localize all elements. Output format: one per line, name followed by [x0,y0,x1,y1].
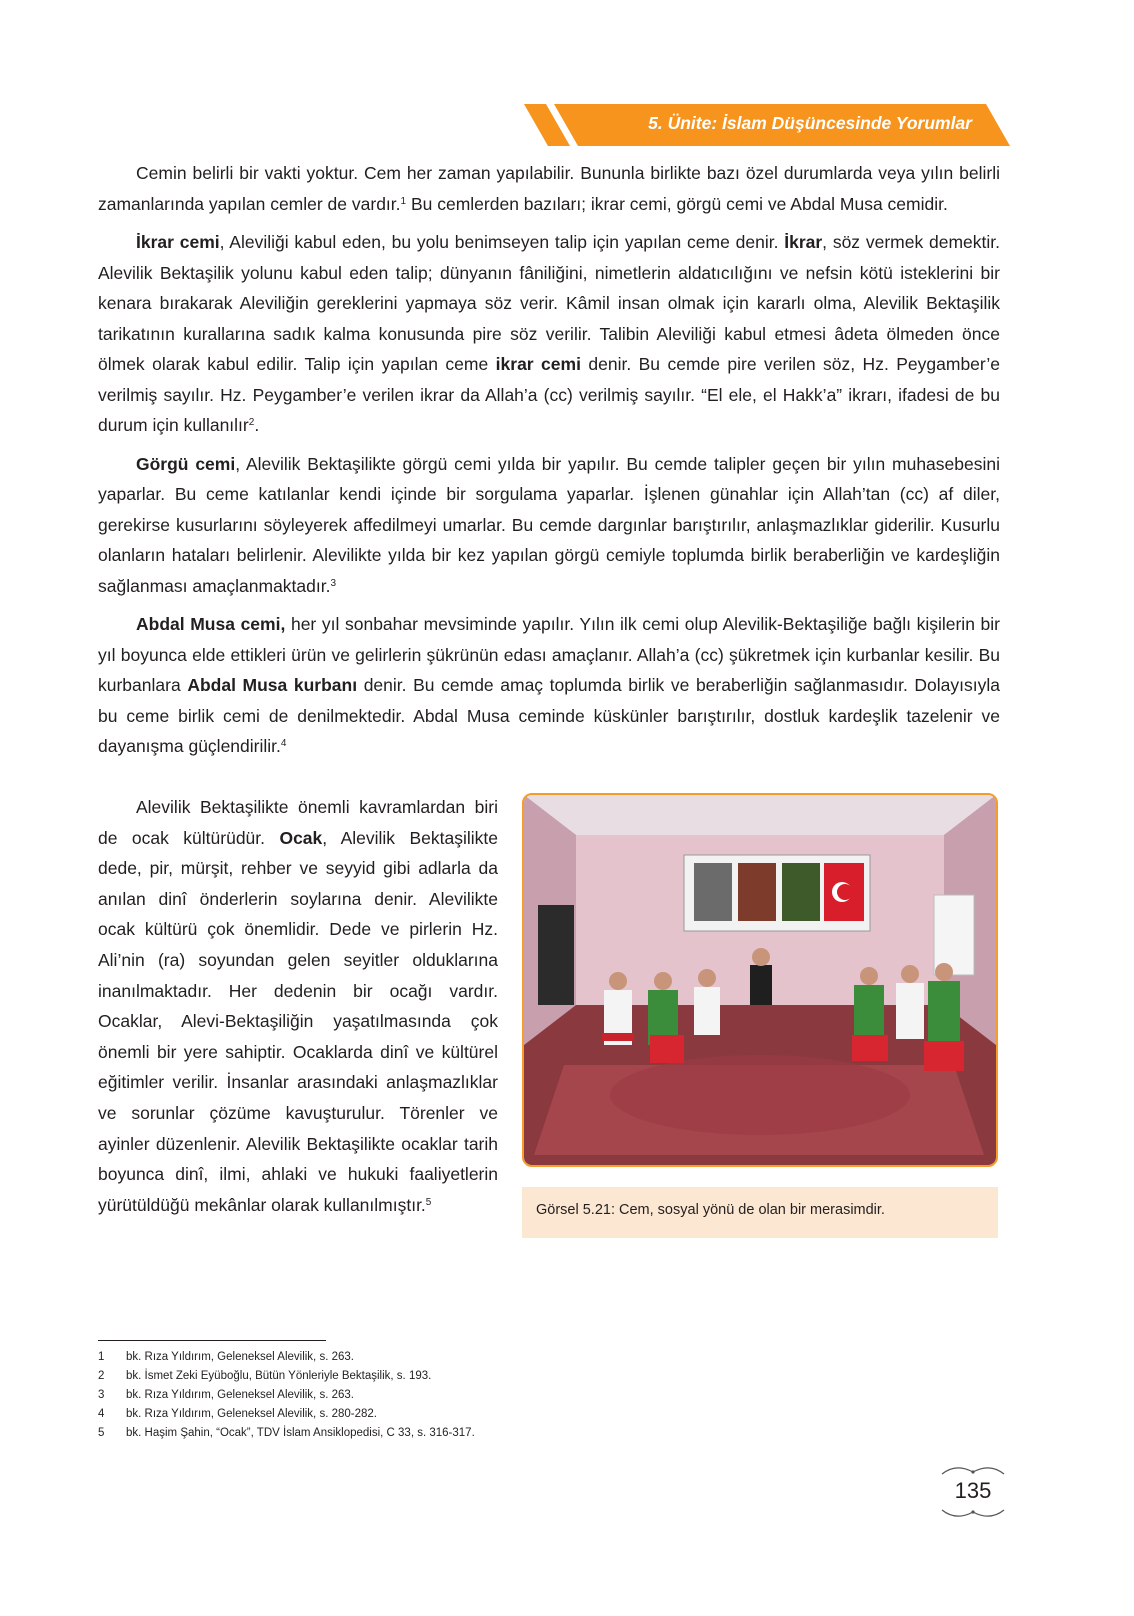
photo-illustration [524,795,996,1165]
footnote-divider [98,1340,326,1341]
footnote-item [98,1348,475,1367]
abdal-term: Abdal Musa cemi, [136,614,286,634]
footnote-item [98,1386,475,1405]
footnote-number: 4 [98,1408,105,1420]
gorgu-paragraph [98,449,1000,602]
ikrar-text-a: , Aleviliği kabul eden, bu yolu benimseyen talip için yapılan ceme denir. [219,232,785,252]
footnote-ref-5: 5 [425,1196,432,1208]
cem-ceremony-photo [522,793,998,1167]
ocak-paragraph [98,792,498,1220]
ocak-term: Ocak [279,827,323,848]
footnote-text: bk. Rıza Yıldırım, Geleneksel Alevilik, s. 263. [126,1351,354,1363]
photo-caption [522,1187,998,1238]
footnote-text: bk. Haşim Şahin, “Ocak”, TDV İslam Ansiklopedisi, C 33, s. 316-317. [126,1427,475,1439]
abdal-text-b: denir. Bu cemde amaç toplumda birlik ve beraberliğin sağlanmasıdır. Dolayısıyla bu ceme birlik cemi de denilmektedir. Abdal Musa ceminde küskünler barıştırılır, dostluk kardeşlik tazelenir ve dayanışma güçlendirilir. [98,675,1001,756]
footnote-text: bk. Rıza Yıldırım, Geleneksel Alevilik, s. 263. [126,1389,354,1401]
footnote-ref-4: 4 [280,738,287,749]
footnote-text: bk. Rıza Yıldırım, Geleneksel Alevilik, s. 280-282. [126,1408,377,1420]
main-text [98,158,1000,770]
page-number: 135 [954,1478,992,1503]
footnote-number: 3 [98,1389,105,1401]
footnote-item [98,1424,475,1443]
ocak-text-b: , Alevilik Bektaşilikte dede, pir, mürşit, rehber ve seyyid gibi adlarla da anılan dinî önderlerin soylarına denir. Alevilikte ocak kültürü çok önemlidir. Dede ve pirlerin Hz. Ali’nin (ra) soyundan gelen seyitler olduklarına inanılmaktadır. Her dedenin bir ocağı vardır. Ocaklar, Alevi-Bektaşiliğin yaşatılmasında çok önemli bir yere sahiptir. Ocaklarda dinî ve kültürel eğitimler verilir. İnsanlar arasındaki anlaşmazlıklar ve sorunlar çözüme kavuşturulur. Törenler ve ayinler düzenlenir. Alevilik Bektaşilikte ocaklar tarih boyunca dinî, ilmi, ahlaki ve hukuki faaliyetlerin yürütüldüğü mekânlar olarak kullanılmıştır. [98,827,498,1215]
gorgu-text: , Alevilik Bektaşilikte görgü cemi yılda bir yapılır. Bu cemde talipler geçen bir yılın muhasebesini yaparlar. Bu ceme katılanlar kendi içinde bir sorgulama yaparlar. İşlenen günahlar için Allah’tan (cc) af diler, gerekirse kusurlarını söyleyerek affedilmeyi umarlar. Bu cemde dargınlar barıştırılır, anlaşmazlıklar giderilir. Kusurlu olanların hataları belirlenir. Alevilikte yılda bir kez yapılan görgü cemiyle toplumda birlik beraberliğin ve kardeşliğin sağlanması amaçlanmaktadır. [98,453,1000,596]
footnote-text: bk. İsmet Zeki Eyüboğlu, Bütün Yönleriyle Bektaşilik, s. 193. [126,1370,432,1382]
abdal-text-a: her yıl sonbahar mevsiminde yapılır. Yılın ilk cemi olup Alevilik-Bektaşiliğe bağlı kişilerin bir yıl boyunca elde ettikleri ürün ve gelirlerin şükrünün edası amaçlanır. Allah’a (cc) şükretmek için kurbanlar kesilir. Bu kurbanlara [98,614,1000,695]
top-ornament-icon [938,1466,1008,1478]
footnote-item [98,1405,475,1424]
abdal-term-2: Abdal Musa kurbanı [187,675,358,695]
footnotes [98,1348,475,1443]
unit-header-banner [524,104,1010,146]
ikrar-text-b: , söz vermek demektir. Alevilik Bektaşilik yolunu kabul eden talip; dünyanın fâniliğini, nimetlerin aldatıcılığını ve nefsin kötü isteklerini bir kenara bırakarak Aleviliğin gereklerini yapmaya söz verir. Kâmil insan olmak için kararlı olma, Alevilik Bektaşilik tarikatının kurallarına sadık kalma konusunda pire söz verilir. Talibin Aleviliği kabul etmesi âdeta ölmeden önce ölmek olarak kabul edilir. Talip için yapılan ceme [98,232,1000,374]
intro-paragraph [98,158,1000,219]
footnote-ref-1: 1 [400,195,407,207]
bottom-ornament-icon [938,1506,1008,1518]
unit-title: 5. Ünite: İslam Düşüncesinde Yorumlar [648,113,972,133]
ikrar-text-c: denir. Bu cemde pire verilen söz, Hz. Peygamber’e verilmiş sayılır. Hz. Peygamber’e verilen ikrar da Allah’a (cc) verilmiş sayılır. “El ele, el Hakk’a” ikrarı, ifadesi de bu durum için kullanılır [98,354,1001,435]
ocak-column [98,792,498,1220]
footnote-number: 5 [98,1427,105,1439]
page-number-block [938,1466,1008,1518]
intro-text-a: Cemin belirli bir vakti yoktur. Cem her zaman yapılabilir. Bununla birlikte bazı özel durumlarda veya yılın belirli zamanlarında yapılan cemler de vardır. [98,163,1000,214]
ikrar-text-d: . [254,415,260,435]
footnote-number: 1 [98,1351,105,1363]
intro-text-b: Bu cemlerden bazıları; ikrar cemi, görgü cemi ve Abdal Musa cemidir. [406,193,948,214]
ikrar-paragraph [98,227,1000,441]
abdal-paragraph [98,609,1000,762]
footnote-number: 2 [98,1370,105,1382]
ikrar-term: İkrar cemi [136,232,220,252]
ikrar-term-3: ikrar cemi [495,354,581,374]
ikrar-term-2: İkrar [784,232,823,252]
caption-text: Görsel 5.21: Cem, sosyal yönü de olan bir merasimdir. [536,1202,885,1218]
ocak-text-a: Alevilik Bektaşilikte önemli kavramlardan biri de ocak kültürüdür. [98,797,498,848]
footnote-ref-2: 2 [248,417,255,428]
footnote-item [98,1367,475,1386]
gorgu-term: Görgü cemi [136,453,236,474]
footnote-ref-3: 3 [330,577,337,589]
